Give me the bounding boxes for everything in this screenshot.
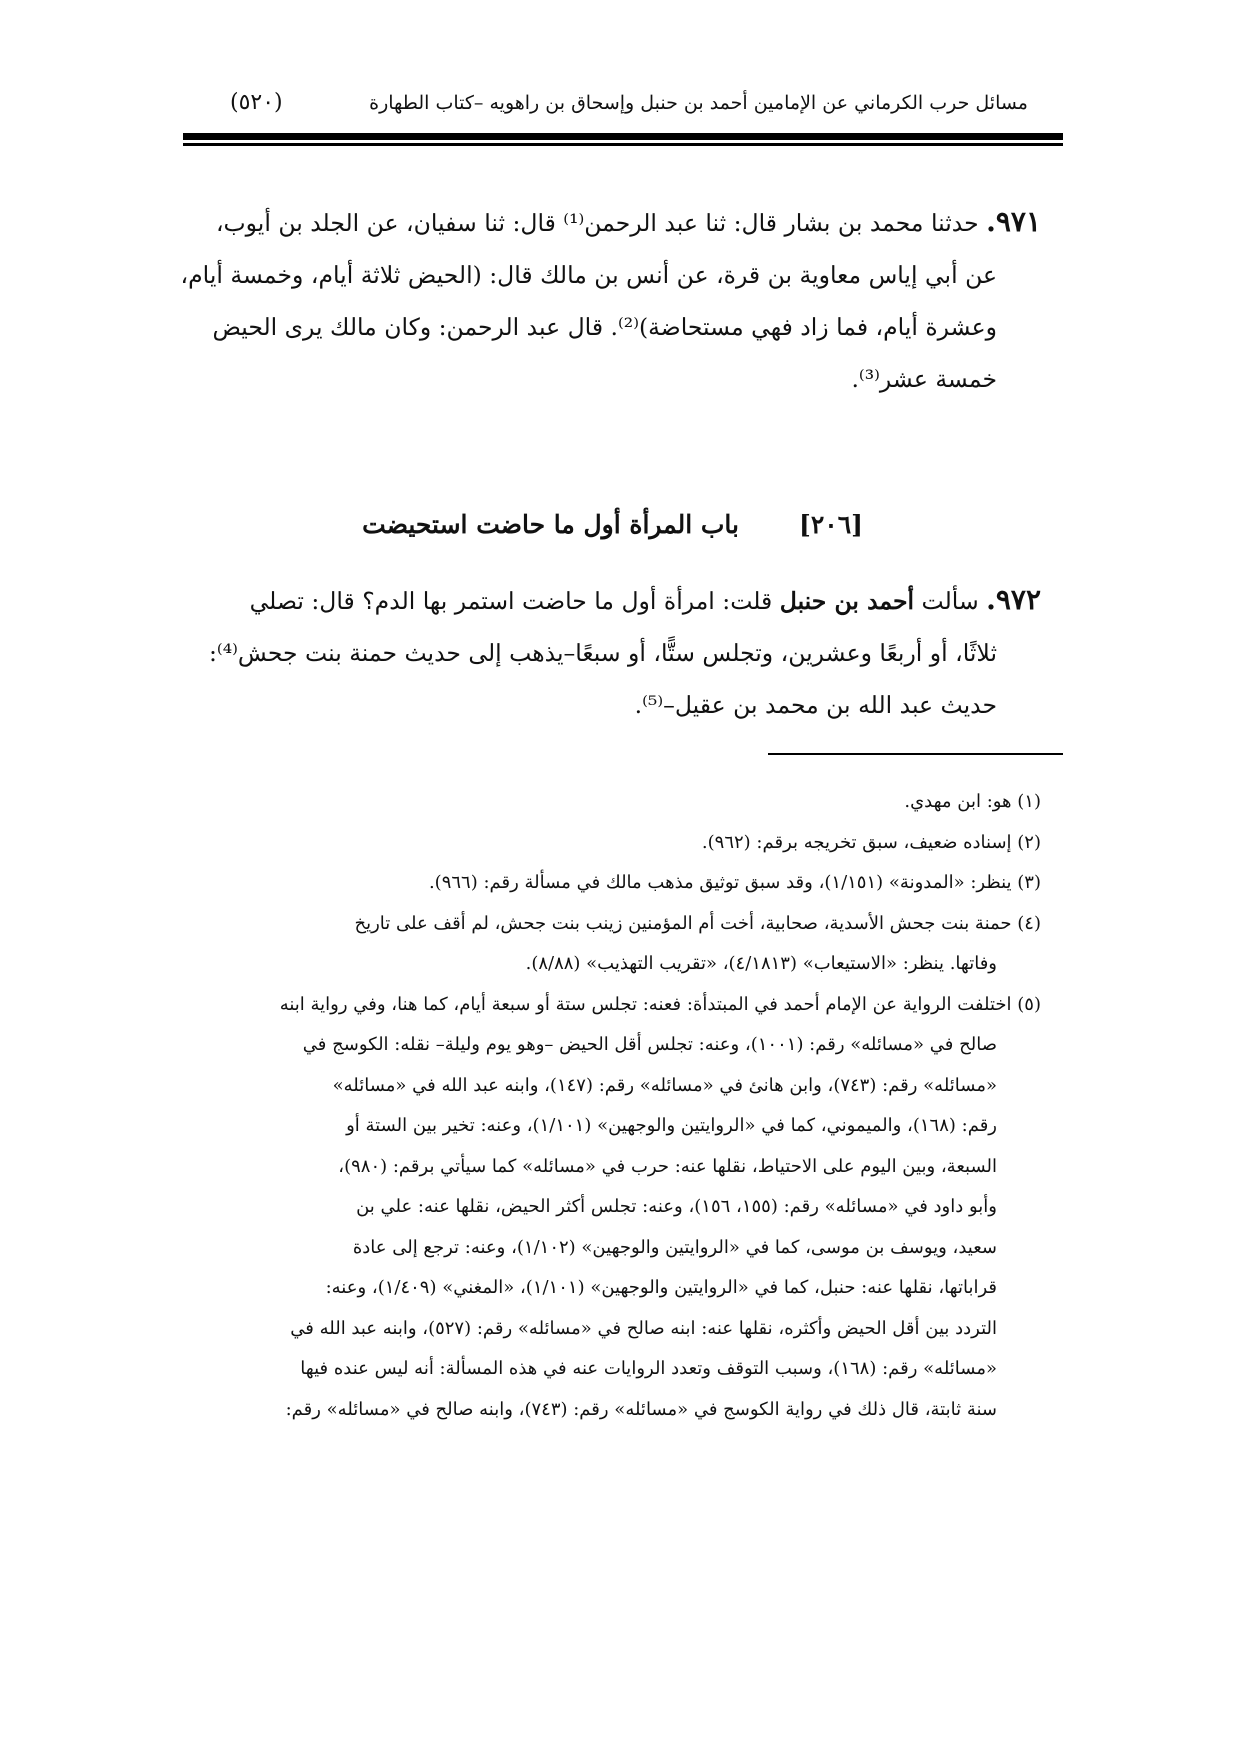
entry-972-line-2: ثلاثًا، أو أربعًا وعشرين، وتجلس ستًّا، أو سبعًا–يذهب إلى حديث حمنة بنت جحش⁽⁴⁾: bbox=[209, 639, 997, 667]
chapter-heading bbox=[362, 510, 863, 539]
footnote-4: (٤) حمنة بنت جحش الأسدية، صحابية، أخت أم المؤمنين زينب بنت جحش، لم أقف على تاريخ bbox=[354, 912, 1041, 934]
chapter-number: [٢٠٦] bbox=[799, 510, 863, 539]
footnote-5-line: «مسائله» رقم: (١٦٨)، وسبب التوقف وتعدد الروايات عنه في هذه المسألة: أنه ليس عنده فيها bbox=[300, 1358, 997, 1379]
footnote-5-line: رقم: (١٦٨)، والميموني، كما في «الروايتين والوجهين» (١/١٠١)، وعنه: تخير بين الستة أو bbox=[346, 1115, 997, 1136]
footnote-separator bbox=[768, 753, 1063, 755]
page-header bbox=[230, 86, 1028, 126]
footnote-5: (٥) اختلفت الرواية عن الإمام أحمد في المبتدأة: فعنه: تجلس ستة أو سبعة أيام، كما هنا، وفي رواية ابنه bbox=[279, 993, 1041, 1015]
footnote-5-line: التردد بين أقل الحيض وأكثره، نقلها عنه: ابنه صالح في «مسائله» رقم: (٥٢٧)، وابنه عبد الله في bbox=[290, 1317, 997, 1339]
footnote-5-line: صالح في «مسائله» رقم: (١٠٠١)، وعنه: تجلس أقل الحيض –وهو يوم وليلة– نقله: الكوسج في bbox=[302, 1034, 997, 1055]
entry-972 bbox=[185, 574, 1041, 731]
entry-971-line-4: خمسة عشر⁽³⁾. bbox=[851, 365, 997, 393]
footnote-4-cont: وفاتها. ينظر: «الاستيعاب» (٤/١٨١٣)، «تقريب التهذيب» (٨/٨٨). bbox=[525, 953, 997, 974]
page-number: (٥٢٠) bbox=[230, 90, 283, 115]
scholar-name: أحمد بن حنبل bbox=[779, 587, 915, 615]
entry-971-line-1 bbox=[185, 196, 1041, 249]
entry-text: قلت: امرأة أول ما حاضت استمر بها الدم؟ قال: تصلي bbox=[249, 587, 773, 615]
footnote-5-line: «مسائله» رقم: (٧٤٣)، وابن هانئ في «مسائله» رقم: (١٤٧)، وابنه عبد الله في «مسائله» bbox=[332, 1074, 997, 1096]
entry-number: ٩٧٢. bbox=[986, 583, 1041, 616]
footnote-5-line: قراباتها، نقلها عنه: حنبل، كما في «الروايتين والوجهين» (١/١٠١)، «المغني» (١/٤٠٩)، وعنه: bbox=[325, 1277, 997, 1298]
chapter-title: باب المرأة أول ما حاضت استحيضت bbox=[362, 510, 740, 539]
entry-971-line-2: عن أبي إياس معاوية بن قرة، عن أنس بن مالك قال: (الحيض ثلاثة أيام، وخمسة أيام، bbox=[180, 261, 997, 289]
footnote-5-line: وأبو داود في «مسائله» رقم: (١٥٥، ١٥٦)، وعنه: تجلس أكثر الحيض، نقلها عنه: علي بن bbox=[356, 1196, 997, 1217]
running-title: مسائل حرب الكرماني عن الإمامين أحمد بن حنبل وإسحاق بن راهويه –كتاب الطهارة bbox=[369, 92, 1028, 114]
entry-972-line-3: حديث عبد الله بن محمد بن عقيل–⁽⁵⁾. bbox=[634, 691, 997, 719]
footnote-5-line: سنة ثابتة، قال ذلك في رواية الكوسج في «مسائله» رقم: (٧٤٣)، وابنه صالح في «مسائله» رقم: bbox=[285, 1398, 997, 1420]
footnote-5-line: سعيد، ويوسف بن موسى، كما في «الروايتين والوجهين» (١/١٠٢)، وعنه: ترجع إلى عادة bbox=[352, 1236, 997, 1258]
entry-text: سألت bbox=[921, 587, 979, 615]
entry-number: ٩٧١. bbox=[986, 205, 1041, 238]
footnote-3: (٣) ينظر: «المدونة» (١/١٥١)، وقد سبق توثيق مذهب مالك في مسألة رقم: (٩٦٦). bbox=[428, 872, 1041, 893]
header-rule-thick bbox=[183, 133, 1063, 140]
entry-text: حدثنا محمد بن بشار قال: ثنا عبد الرحمن⁽¹⁾ قال: ثنا سفيان، عن الجلد بن أيوب، bbox=[215, 209, 979, 237]
entry-971-line-3: وعشرة أيام، فما زاد فهي مستحاضة)⁽²⁾. قال عبد الرحمن: وكان مالك يرى الحيض bbox=[212, 313, 997, 341]
footnote-1: (١) هو: ابن مهدي. bbox=[904, 791, 1041, 812]
footnote-5-line: السبعة، وبين اليوم على الاحتياط، نقلها عنه: حرب في «مسائله» كما سيأتي برقم: (٩٨٠)، bbox=[338, 1155, 997, 1177]
footnote-2: (٢) إسناده ضعيف، سبق تخريجه برقم: (٩٦٢). bbox=[701, 831, 1041, 853]
entry-972-line-1 bbox=[185, 574, 1041, 627]
entry-971 bbox=[180, 196, 1041, 405]
footnotes bbox=[183, 782, 1041, 1430]
header-rule-thin bbox=[183, 143, 1063, 146]
